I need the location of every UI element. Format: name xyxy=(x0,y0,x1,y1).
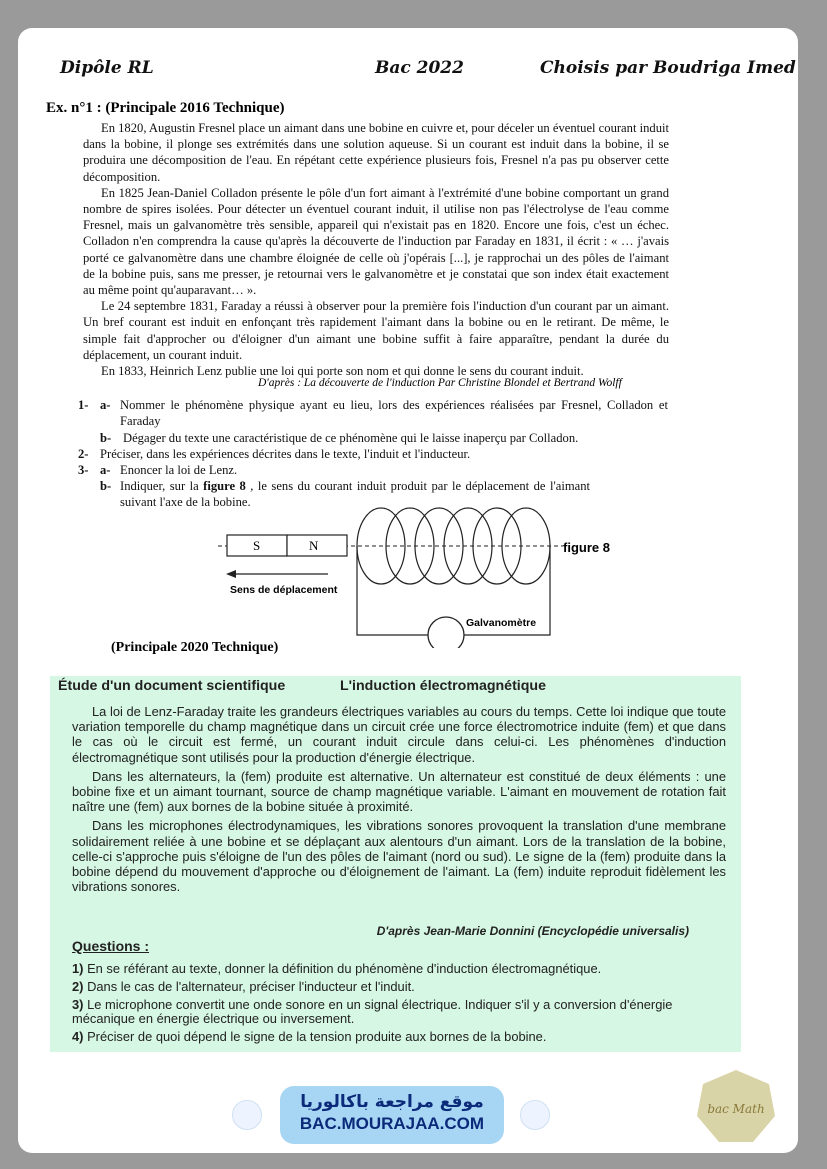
q1a-text: Nommer le phénomène physique ayant eu lieu, lors des expériences réalisées par Fresnel, Colladon et Faraday xyxy=(120,398,668,429)
galvanometer-label: Galvanomètre xyxy=(466,617,537,629)
site-arabic-name: موقع مراجعة باكالوريا xyxy=(300,1092,484,1112)
figure-8-diagram xyxy=(18,498,798,648)
question-number: 2) xyxy=(72,978,84,994)
q1-number: 1- xyxy=(78,398,89,412)
paragraph: En 1833, Heinrich Lenz publie une loi qui porte son nom et qui donne le sens du courant induit. xyxy=(101,364,584,379)
document-source: D'après Jean-Marie Donnini (Encyclopédie universalis) xyxy=(376,924,689,938)
bac-math-logo xyxy=(695,1068,777,1146)
site-banner[interactable] xyxy=(280,1086,504,1144)
q3b-before: Indiquer, sur la xyxy=(120,479,204,493)
paragraph: Dans les microphones électrodynamiques, les vibrations sonores provoquent la translation d'une membrane solidairement reliée à une bobine et se déplaçant aux alentours d'un aimant. Lors de la translation de la bobine, celle-ci s'approche puis s'éloigne de l'un des pôles de l'aimant (nord ou sud). Le signe de la (fem) produite dans la bobine dépend du mouvement d'approche ou d'éloignement de l'aimant. La (fem) induite reproduit fidèlement les vibrations sonores. xyxy=(72,818,726,895)
site-url-link[interactable]: BAC.MOURAJAA.COM xyxy=(299,1114,485,1133)
q1b-label: b- xyxy=(100,431,112,445)
paragraph: La loi de Lenz-Faraday traite les grandeurs électriques variables au cours du temps. Cette loi indique que toute variation temporelle du champ magnétique dans un circuit crée une force électromotrice induite (fem) et que dans le cas où le circuit est fermé, un courant induit circule dans celui-ci. Les phénomènes d'induction électromagnétique sont utilisés pour la production d'énergie électrique. xyxy=(72,704,726,765)
question-text: Dans le cas de l'alternateur, préciser l'inducteur et l'induit. xyxy=(87,978,415,994)
pole-s-label: S xyxy=(253,538,261,553)
exercise1-title: Ex. n°1 : (Principale 2016 Technique) xyxy=(46,100,285,116)
question-number: 3) xyxy=(72,996,84,1012)
exercise1-text xyxy=(83,120,669,379)
site-logo-icon xyxy=(520,1100,550,1130)
question-number: 1) xyxy=(72,961,84,976)
q2-text: Préciser, dans les expériences décrites dans le texte, l'induit et l'inducteur. xyxy=(100,447,471,461)
q1b-text: Dégager du texte une caractéristique de ce phénomène qui le laisse inaperçu par Colladon. xyxy=(123,431,579,445)
header-chapter: Dipôle RL xyxy=(60,58,154,78)
q3a-text: Enoncer la loi de Lenz. xyxy=(120,463,238,477)
questions-list xyxy=(72,962,726,1048)
question-text: Le microphone convertit une onde sonore en un signal électrique. Indiquer s'il y a conversion d'énergie mécanique en énergie électrique ou inversement. xyxy=(72,996,673,1027)
arrow-label: Sens de déplacement xyxy=(230,584,338,596)
site-logo-icon xyxy=(232,1100,262,1130)
galvanometer-symbol xyxy=(428,617,464,648)
document-title-right: L'induction électromagnétique xyxy=(340,678,546,694)
question-item xyxy=(72,1030,726,1045)
page xyxy=(18,28,798,1153)
q3b-label: b- xyxy=(100,479,112,493)
direction-arrowhead xyxy=(226,570,236,578)
q3-number: 3- xyxy=(78,463,89,477)
figure-label: figure 8 xyxy=(563,540,610,555)
question-item xyxy=(72,980,726,995)
q3a-label: a- xyxy=(100,463,111,477)
paragraph: Le 24 septembre 1831, Faraday a réussi à observer pour la première fois l'induction d'un courant par un aimant. Un bref courant est induit en enfonçant très rapidement l'aimant dans la bobine ou en le retirant. De même, le simple fait d'approcher ou d'éloigner d'un aimant une bobine suffit à faire apparaître, pendant la durée du déplacement, un courant induit. xyxy=(83,299,669,362)
coil xyxy=(357,508,550,584)
q2-number: 2- xyxy=(78,447,89,461)
question-number: 4) xyxy=(72,1029,84,1045)
questions-title: Questions : xyxy=(72,938,150,954)
paragraph: Dans les alternateurs, la (fem) produite est alternative. Un alternateur est constitué de deux éléments : une bobine fixe et un aimant tournant, source de champ magnétique variable. L'aimant en mouvement de rotation fait naître une (fem) aux bornes de la bobine située à proximité. xyxy=(72,768,726,815)
exercise1-source: D'après : La découverte de l'induction Par Christine Blondel et Bertrand Wolff xyxy=(258,377,622,389)
q1a-label: a- xyxy=(100,398,111,412)
pole-n-label: N xyxy=(309,538,319,553)
paragraph: En 1825 Jean-Daniel Colladon présente le pôle d'un fort aimant à l'extrémité d'une bobine comportant un grand nombre de spires isolées. Pour détecter un éventuel courant induit, il utilise non pas l'électrolyse de l'eau comme Fresnel, mais un galvanomètre très sensible, appareil qui n'existait pas en 1820. Encore une fois, c'est un échec. Colladon n'en comprendra la cause qu'après la découverte de l'induction par Faraday en 1831, il écrit : « … j'avais porté ce galvanomètre dans une chambre éloignée de celle où j'opérais [...], je rapprochai un des pôles de l'aimant de la bobine puis, sans me presser, je retournai vers le galvanomètre et je constatai que son index était exactement au même point qu'auparavant… ». xyxy=(83,185,669,298)
document-box xyxy=(50,676,741,1052)
question-item xyxy=(72,998,726,1028)
document-title-left: Étude d'un document scientifique xyxy=(58,678,286,694)
header-author: Choisis par Boudriga Imed xyxy=(540,58,796,78)
paragraph: En 1820, Augustin Fresnel place un aimant dans une bobine en cuivre et, pour déceler un éventuel courant induit dans la bobine, il plonge ses extrémités dans une solution aqueuse. Si un courant est induit dans la bobine, il se produira une décomposition de l'eau. En répétant cette expérience plusieurs fois, Fresnel n'a pas pu observer cette décomposition. xyxy=(83,121,669,184)
question-item xyxy=(72,962,726,977)
circuit-wire-left xyxy=(357,546,428,635)
logo-text: bac Math xyxy=(707,1102,765,1116)
document-text xyxy=(72,704,726,898)
header-year: Bac 2022 xyxy=(375,58,464,78)
q3b-after: , le sens du courant induit produit par le déplacement de l'aimant suivant l'axe de la bobine. xyxy=(120,479,590,510)
question-text: En se référant au texte, donner la définition du phénomène d'induction électromagnétique. xyxy=(87,961,602,976)
exercise2-caption: (Principale 2020 Technique) xyxy=(111,640,279,655)
q3b-figure-ref: figure 8 xyxy=(203,479,246,493)
question-text: Préciser de quoi dépend le signe de la tension produite aux bornes de la bobine. xyxy=(87,1029,547,1045)
